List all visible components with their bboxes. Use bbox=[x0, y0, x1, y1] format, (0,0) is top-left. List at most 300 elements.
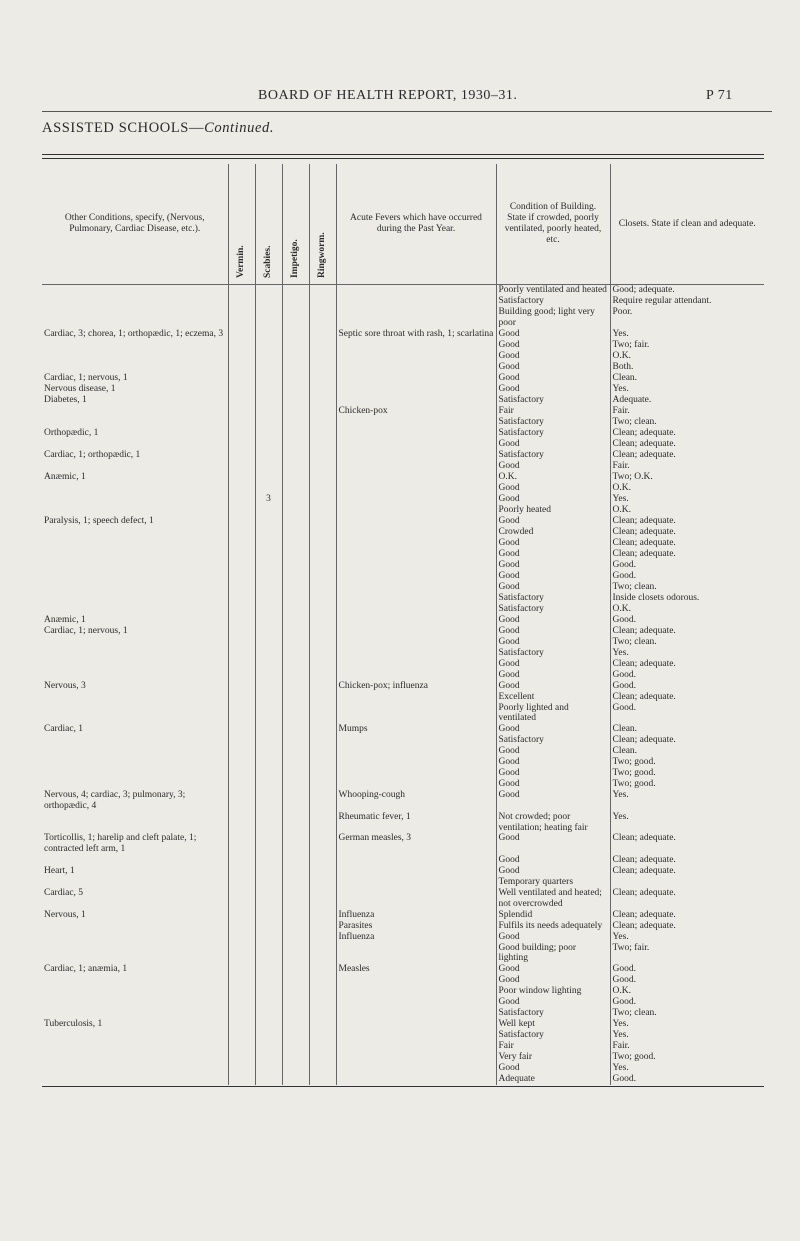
cell-scabies bbox=[255, 593, 282, 604]
cell-impetigo bbox=[282, 1063, 309, 1074]
cell-impetigo bbox=[282, 1030, 309, 1041]
table-row bbox=[42, 757, 764, 768]
cell-impetigo bbox=[282, 790, 309, 812]
cell-vermin bbox=[228, 975, 255, 986]
cell-scabies bbox=[255, 516, 282, 527]
assisted-schools-table bbox=[42, 164, 764, 1085]
cell-impetigo bbox=[282, 417, 309, 428]
cell-acute-fevers bbox=[336, 285, 496, 297]
cell-ringworm bbox=[309, 626, 336, 637]
cell-vermin bbox=[228, 571, 255, 582]
cell-scabies bbox=[255, 417, 282, 428]
cell-scabies bbox=[255, 549, 282, 560]
cell-closets: Clean; adequate. bbox=[612, 920, 676, 931]
cell-closets: Two; fair. bbox=[612, 339, 650, 350]
cell-impetigo bbox=[282, 483, 309, 494]
table-row bbox=[42, 483, 764, 494]
cell-closets: Fair. bbox=[612, 1041, 630, 1052]
cell-building-condition: Well kept bbox=[496, 1019, 610, 1030]
cell-vermin bbox=[228, 615, 255, 626]
cell-closets: Yes. bbox=[612, 328, 629, 339]
cell-building-condition: Satisfactory bbox=[496, 593, 610, 604]
cell-ringworm bbox=[309, 932, 336, 943]
table-row bbox=[42, 395, 764, 406]
cell-impetigo bbox=[282, 494, 309, 505]
cell-closets: Fair. bbox=[612, 460, 630, 471]
cell-ringworm bbox=[309, 986, 336, 997]
cell-other-conditions bbox=[42, 351, 228, 362]
cell-impetigo bbox=[282, 812, 309, 834]
cell-scabies bbox=[255, 340, 282, 351]
cell-scabies bbox=[255, 428, 282, 439]
cell-other-conditions bbox=[42, 362, 228, 373]
cell-closets: O.K. bbox=[612, 482, 631, 493]
cell-ringworm bbox=[309, 472, 336, 483]
cell-ringworm bbox=[309, 615, 336, 626]
cell-scabies bbox=[255, 964, 282, 975]
cell-vermin bbox=[228, 768, 255, 779]
cell-closets bbox=[610, 877, 764, 888]
cell-impetigo bbox=[282, 450, 309, 461]
cell-other-conditions bbox=[42, 439, 228, 450]
cell-vermin bbox=[228, 757, 255, 768]
cell-impetigo bbox=[282, 670, 309, 681]
cell-other-conditions bbox=[42, 494, 228, 505]
cell-vermin bbox=[228, 340, 255, 351]
cell-vermin bbox=[228, 516, 255, 527]
table-row bbox=[42, 472, 764, 483]
cell-vermin bbox=[228, 560, 255, 571]
cell-building-condition: Satisfactory bbox=[496, 395, 610, 406]
cell-building-condition: Good bbox=[496, 373, 610, 384]
table-row bbox=[42, 615, 764, 626]
cell-closets: Yes. bbox=[612, 647, 629, 658]
cell-scabies bbox=[255, 833, 282, 855]
cell-impetigo bbox=[282, 472, 309, 483]
header-ringworm: Ringworm. bbox=[309, 164, 336, 285]
cell-scabies bbox=[255, 362, 282, 373]
cell-other-conditions: Diabetes, 1 bbox=[42, 395, 228, 406]
cell-vermin bbox=[228, 450, 255, 461]
cell-impetigo bbox=[282, 964, 309, 975]
cell-ringworm bbox=[309, 877, 336, 888]
cell-closets: Clean; adequate. bbox=[612, 833, 676, 844]
table-row bbox=[42, 1030, 764, 1041]
cell-scabies bbox=[255, 571, 282, 582]
cell-closets: Two; O.K. bbox=[612, 471, 653, 482]
cell-closets: Clean; adequate. bbox=[612, 887, 676, 898]
cell-scabies bbox=[255, 812, 282, 834]
cell-scabies bbox=[255, 648, 282, 659]
table-row bbox=[42, 975, 764, 986]
cell-impetigo bbox=[282, 373, 309, 384]
table-row bbox=[42, 877, 764, 888]
cell-vermin bbox=[228, 285, 255, 297]
cell-vermin bbox=[228, 932, 255, 943]
cell-closets: Good. bbox=[612, 570, 636, 581]
cell-scabies bbox=[255, 932, 282, 943]
cell-scabies bbox=[255, 986, 282, 997]
cell-ringworm bbox=[309, 505, 336, 516]
cell-impetigo bbox=[282, 997, 309, 1008]
cell-ringworm bbox=[309, 461, 336, 472]
cell-ringworm bbox=[309, 362, 336, 373]
cell-acute-fevers bbox=[336, 417, 496, 428]
cell-ringworm bbox=[309, 1052, 336, 1063]
cell-acute-fevers bbox=[336, 604, 496, 615]
cell-ringworm bbox=[309, 582, 336, 593]
cell-other-conditions bbox=[42, 670, 228, 681]
cell-impetigo bbox=[282, 1019, 309, 1030]
table-row bbox=[42, 1041, 764, 1052]
cell-building-condition: Good bbox=[496, 329, 610, 340]
cell-other-conditions bbox=[42, 461, 228, 472]
table-row bbox=[42, 637, 764, 648]
cell-ringworm bbox=[309, 417, 336, 428]
cell-closets: Good; adequate. bbox=[612, 285, 675, 295]
cell-vermin bbox=[228, 670, 255, 681]
cell-vermin bbox=[228, 812, 255, 834]
cell-other-conditions bbox=[42, 768, 228, 779]
cell-acute-fevers bbox=[336, 428, 496, 439]
cell-ringworm bbox=[309, 833, 336, 855]
table-row bbox=[42, 1063, 764, 1074]
cell-building-condition: Poorly ventilated and heated bbox=[496, 285, 610, 297]
cell-scabies bbox=[255, 670, 282, 681]
cell-other-conditions: Cardiac, 1 bbox=[42, 724, 228, 735]
cell-acute-fevers bbox=[336, 779, 496, 790]
cell-other-conditions: Nervous, 1 bbox=[42, 910, 228, 921]
cell-ringworm bbox=[309, 296, 336, 307]
cell-building-condition: Good bbox=[496, 964, 610, 975]
cell-closets: Clean; adequate. bbox=[612, 735, 676, 746]
cell-building-condition: Satisfactory bbox=[496, 604, 610, 615]
cell-ringworm bbox=[309, 593, 336, 604]
cell-ringworm bbox=[309, 768, 336, 779]
cell-building-condition: Good bbox=[496, 724, 610, 735]
table-row bbox=[42, 1074, 764, 1085]
cell-ringworm bbox=[309, 681, 336, 692]
cell-other-conditions: Orthopædic, 1 bbox=[42, 428, 228, 439]
cell-ringworm bbox=[309, 648, 336, 659]
cell-acute-fevers bbox=[336, 461, 496, 472]
cell-scabies bbox=[255, 450, 282, 461]
cell-scabies bbox=[255, 855, 282, 866]
cell-vermin bbox=[228, 461, 255, 472]
cell-vermin bbox=[228, 779, 255, 790]
table-row bbox=[42, 604, 764, 615]
cell-other-conditions bbox=[42, 538, 228, 549]
cell-building-condition: Good bbox=[496, 757, 610, 768]
cell-building-condition: Good bbox=[496, 768, 610, 779]
cell-vermin bbox=[228, 384, 255, 395]
cell-building-condition: Fulfils its needs adequately bbox=[496, 921, 610, 932]
cell-other-conditions bbox=[42, 1008, 228, 1019]
cell-ringworm bbox=[309, 637, 336, 648]
cell-scabies bbox=[255, 626, 282, 637]
cell-building-condition: Splendid bbox=[496, 910, 610, 921]
cell-building-condition: Good bbox=[496, 538, 610, 549]
cell-scabies bbox=[255, 351, 282, 362]
cell-acute-fevers bbox=[336, 692, 496, 703]
cell-ringworm bbox=[309, 527, 336, 538]
cell-acute-fevers bbox=[336, 527, 496, 538]
cell-ringworm bbox=[309, 1008, 336, 1019]
table-top-rule-thin bbox=[42, 158, 764, 159]
cell-building-condition: Good bbox=[496, 1063, 610, 1074]
cell-building-condition: Good building; poor lighting bbox=[496, 943, 610, 965]
cell-other-conditions bbox=[42, 1063, 228, 1074]
cell-ringworm bbox=[309, 735, 336, 746]
cell-other-conditions: Anæmic, 1 bbox=[42, 615, 228, 626]
cell-closets: Yes. bbox=[612, 1019, 629, 1030]
cell-vermin bbox=[228, 428, 255, 439]
header-other-conditions: Other Conditions, specify, (Nervous, Pulmonary, Cardiac Disease, etc.). bbox=[42, 164, 228, 285]
cell-other-conditions bbox=[42, 560, 228, 571]
cell-scabies bbox=[255, 1008, 282, 1019]
table-row bbox=[42, 296, 764, 307]
cell-other-conditions bbox=[42, 296, 228, 307]
cell-other-conditions bbox=[42, 812, 228, 834]
table-row bbox=[42, 779, 764, 790]
table-row bbox=[42, 855, 764, 866]
table-body bbox=[42, 285, 764, 1086]
cell-building-condition: Building good; light very poor bbox=[496, 307, 610, 329]
cell-vermin bbox=[228, 692, 255, 703]
table-row bbox=[42, 505, 764, 516]
cell-vermin bbox=[228, 997, 255, 1008]
cell-scabies bbox=[255, 615, 282, 626]
table-row bbox=[42, 997, 764, 1008]
cell-vermin bbox=[228, 351, 255, 362]
cell-acute-fevers: Rheumatic fever, 1 bbox=[336, 812, 496, 834]
cell-scabies bbox=[255, 746, 282, 757]
cell-scabies bbox=[255, 1063, 282, 1074]
cell-other-conditions: Nervous, 3 bbox=[42, 681, 228, 692]
cell-building-condition: Good bbox=[496, 439, 610, 450]
cell-closets: Good. bbox=[612, 1074, 636, 1085]
cell-ringworm bbox=[309, 285, 336, 297]
cell-building-condition: Adequate bbox=[496, 1074, 610, 1085]
section-title-main: ASSISTED SCHOOLS— bbox=[42, 120, 205, 136]
cell-scabies bbox=[255, 285, 282, 297]
cell-building-condition: Good bbox=[496, 571, 610, 582]
cell-acute-fevers bbox=[336, 560, 496, 571]
cell-other-conditions bbox=[42, 975, 228, 986]
cell-other-conditions: Tuberculosis, 1 bbox=[42, 1019, 228, 1030]
table-row bbox=[42, 1008, 764, 1019]
table-row bbox=[42, 329, 764, 340]
cell-acute-fevers bbox=[336, 494, 496, 505]
table-row bbox=[42, 812, 764, 834]
cell-vermin bbox=[228, 986, 255, 997]
cell-building-condition: Good bbox=[496, 351, 610, 362]
table-row bbox=[42, 461, 764, 472]
cell-vermin bbox=[228, 472, 255, 483]
cell-vermin bbox=[228, 1063, 255, 1074]
cell-closets: Inside closets odorous. bbox=[612, 592, 700, 603]
cell-scabies bbox=[255, 910, 282, 921]
cell-closets: Two; good. bbox=[612, 779, 656, 790]
cell-other-conditions bbox=[42, 505, 228, 516]
cell-impetigo bbox=[282, 724, 309, 735]
cell-ringworm bbox=[309, 921, 336, 932]
cell-building-condition: Good bbox=[496, 833, 610, 855]
cell-building-condition: Fair bbox=[496, 406, 610, 417]
cell-other-conditions bbox=[42, 527, 228, 538]
cell-scabies bbox=[255, 461, 282, 472]
cell-impetigo bbox=[282, 582, 309, 593]
table-row bbox=[42, 910, 764, 921]
cell-building-condition: Good bbox=[496, 362, 610, 373]
page-number: P 71 bbox=[706, 88, 733, 103]
cell-closets: Yes. bbox=[612, 493, 629, 504]
cell-acute-fevers bbox=[336, 746, 496, 757]
cell-other-conditions: Nervous disease, 1 bbox=[42, 384, 228, 395]
cell-vermin bbox=[228, 855, 255, 866]
cell-other-conditions bbox=[42, 877, 228, 888]
cell-scabies bbox=[255, 395, 282, 406]
cell-building-condition: Good bbox=[496, 932, 610, 943]
cell-acute-fevers bbox=[336, 472, 496, 483]
cell-building-condition: Satisfactory bbox=[496, 417, 610, 428]
cell-impetigo bbox=[282, 439, 309, 450]
cell-vermin bbox=[228, 406, 255, 417]
cell-other-conditions: Paralysis, 1; speech defect, 1 bbox=[42, 516, 228, 527]
cell-building-condition: Good bbox=[496, 516, 610, 527]
cell-closets: Good. bbox=[612, 702, 636, 713]
cell-acute-fevers bbox=[336, 626, 496, 637]
cell-vermin bbox=[228, 483, 255, 494]
cell-vermin bbox=[228, 648, 255, 659]
cell-scabies bbox=[255, 1074, 282, 1085]
cell-scabies bbox=[255, 779, 282, 790]
cell-building-condition: Excellent bbox=[496, 692, 610, 703]
header-condition-of-building: Condition of Building. State if crowded, poorly ventilated, poorly heated, etc. bbox=[496, 164, 610, 285]
cell-ringworm bbox=[309, 703, 336, 725]
cell-building-condition: Good bbox=[496, 975, 610, 986]
cell-ringworm bbox=[309, 943, 336, 965]
table-row bbox=[42, 768, 764, 779]
cell-building-condition: O.K. bbox=[496, 472, 610, 483]
cell-closets: Adequate. bbox=[612, 394, 652, 405]
cell-impetigo bbox=[282, 648, 309, 659]
cell-scabies bbox=[255, 757, 282, 768]
cell-impetigo bbox=[282, 626, 309, 637]
header-scabies: Scabies. bbox=[255, 164, 282, 285]
cell-acute-fevers: Whooping-cough bbox=[336, 790, 496, 812]
cell-acute-fevers bbox=[336, 307, 496, 329]
table-row bbox=[42, 746, 764, 757]
cell-closets: Good. bbox=[612, 997, 636, 1008]
cell-other-conditions bbox=[42, 307, 228, 329]
cell-closets: Two; clean. bbox=[612, 581, 657, 592]
cell-closets: Yes. bbox=[612, 811, 629, 822]
cell-impetigo bbox=[282, 538, 309, 549]
cell-ringworm bbox=[309, 494, 336, 505]
table-row bbox=[42, 833, 764, 855]
cell-acute-fevers bbox=[336, 877, 496, 888]
cell-impetigo bbox=[282, 351, 309, 362]
cell-closets: Good. bbox=[612, 975, 636, 986]
cell-acute-fevers bbox=[336, 505, 496, 516]
cell-acute-fevers: Influenza bbox=[336, 932, 496, 943]
cell-impetigo bbox=[282, 505, 309, 516]
cell-building-condition: Satisfactory bbox=[496, 296, 610, 307]
cell-scabies bbox=[255, 877, 282, 888]
cell-building-condition: Good bbox=[496, 560, 610, 571]
cell-impetigo bbox=[282, 571, 309, 582]
cell-acute-fevers bbox=[336, 975, 496, 986]
cell-closets: Clean; adequate. bbox=[612, 625, 676, 636]
cell-scabies bbox=[255, 681, 282, 692]
cell-closets: Clean; adequate. bbox=[612, 548, 676, 559]
cell-impetigo bbox=[282, 833, 309, 855]
cell-acute-fevers: Influenza bbox=[336, 910, 496, 921]
cell-vermin bbox=[228, 1052, 255, 1063]
cell-impetigo bbox=[282, 866, 309, 877]
cell-scabies bbox=[255, 406, 282, 417]
cell-impetigo bbox=[282, 296, 309, 307]
cell-acute-fevers: Chicken-pox bbox=[336, 406, 496, 417]
cell-acute-fevers bbox=[336, 571, 496, 582]
cell-impetigo bbox=[282, 681, 309, 692]
cell-acute-fevers bbox=[336, 1041, 496, 1052]
cell-other-conditions bbox=[42, 571, 228, 582]
table-row bbox=[42, 790, 764, 812]
cell-acute-fevers: Parasites bbox=[336, 921, 496, 932]
cell-building-condition: Poorly lighted and ventilated bbox=[496, 703, 610, 725]
cell-vermin bbox=[228, 888, 255, 910]
cell-closets: Require regular attendant. bbox=[612, 296, 712, 306]
cell-other-conditions bbox=[42, 855, 228, 866]
cell-scabies bbox=[255, 975, 282, 986]
cell-impetigo bbox=[282, 637, 309, 648]
cell-other-conditions: Cardiac, 1; nervous, 1 bbox=[42, 373, 228, 384]
cell-other-conditions bbox=[42, 757, 228, 768]
table-row bbox=[42, 571, 764, 582]
cell-building-condition: Satisfactory bbox=[496, 428, 610, 439]
cell-ringworm bbox=[309, 571, 336, 582]
report-title: BOARD OF HEALTH REPORT, 1930–31. bbox=[258, 88, 518, 103]
cell-impetigo bbox=[282, 735, 309, 746]
cell-ringworm bbox=[309, 866, 336, 877]
cell-scabies: 3 bbox=[255, 494, 282, 505]
cell-acute-fevers bbox=[336, 670, 496, 681]
cell-building-condition: Fair bbox=[496, 1041, 610, 1052]
header-closets: Closets. State if clean and adequate. bbox=[610, 164, 764, 285]
table-row bbox=[42, 866, 764, 877]
cell-other-conditions: Cardiac, 5 bbox=[42, 888, 228, 910]
table-row bbox=[42, 307, 764, 329]
cell-scabies bbox=[255, 888, 282, 910]
cell-closets: Clean; adequate. bbox=[612, 515, 676, 526]
table-row bbox=[42, 428, 764, 439]
table-row bbox=[42, 681, 764, 692]
table-row bbox=[42, 417, 764, 428]
cell-closets: Yes. bbox=[612, 790, 629, 801]
cell-closets: Two; good. bbox=[612, 1052, 656, 1063]
cell-closets: O.K. bbox=[612, 350, 631, 361]
table-row bbox=[42, 582, 764, 593]
cell-scabies bbox=[255, 724, 282, 735]
cell-ringworm bbox=[309, 516, 336, 527]
cell-acute-fevers: Mumps bbox=[336, 724, 496, 735]
cell-building-condition: Poor window lighting bbox=[496, 986, 610, 997]
cell-closets: Yes. bbox=[612, 1063, 629, 1074]
cell-scabies bbox=[255, 1052, 282, 1063]
cell-building-condition: Good bbox=[496, 997, 610, 1008]
